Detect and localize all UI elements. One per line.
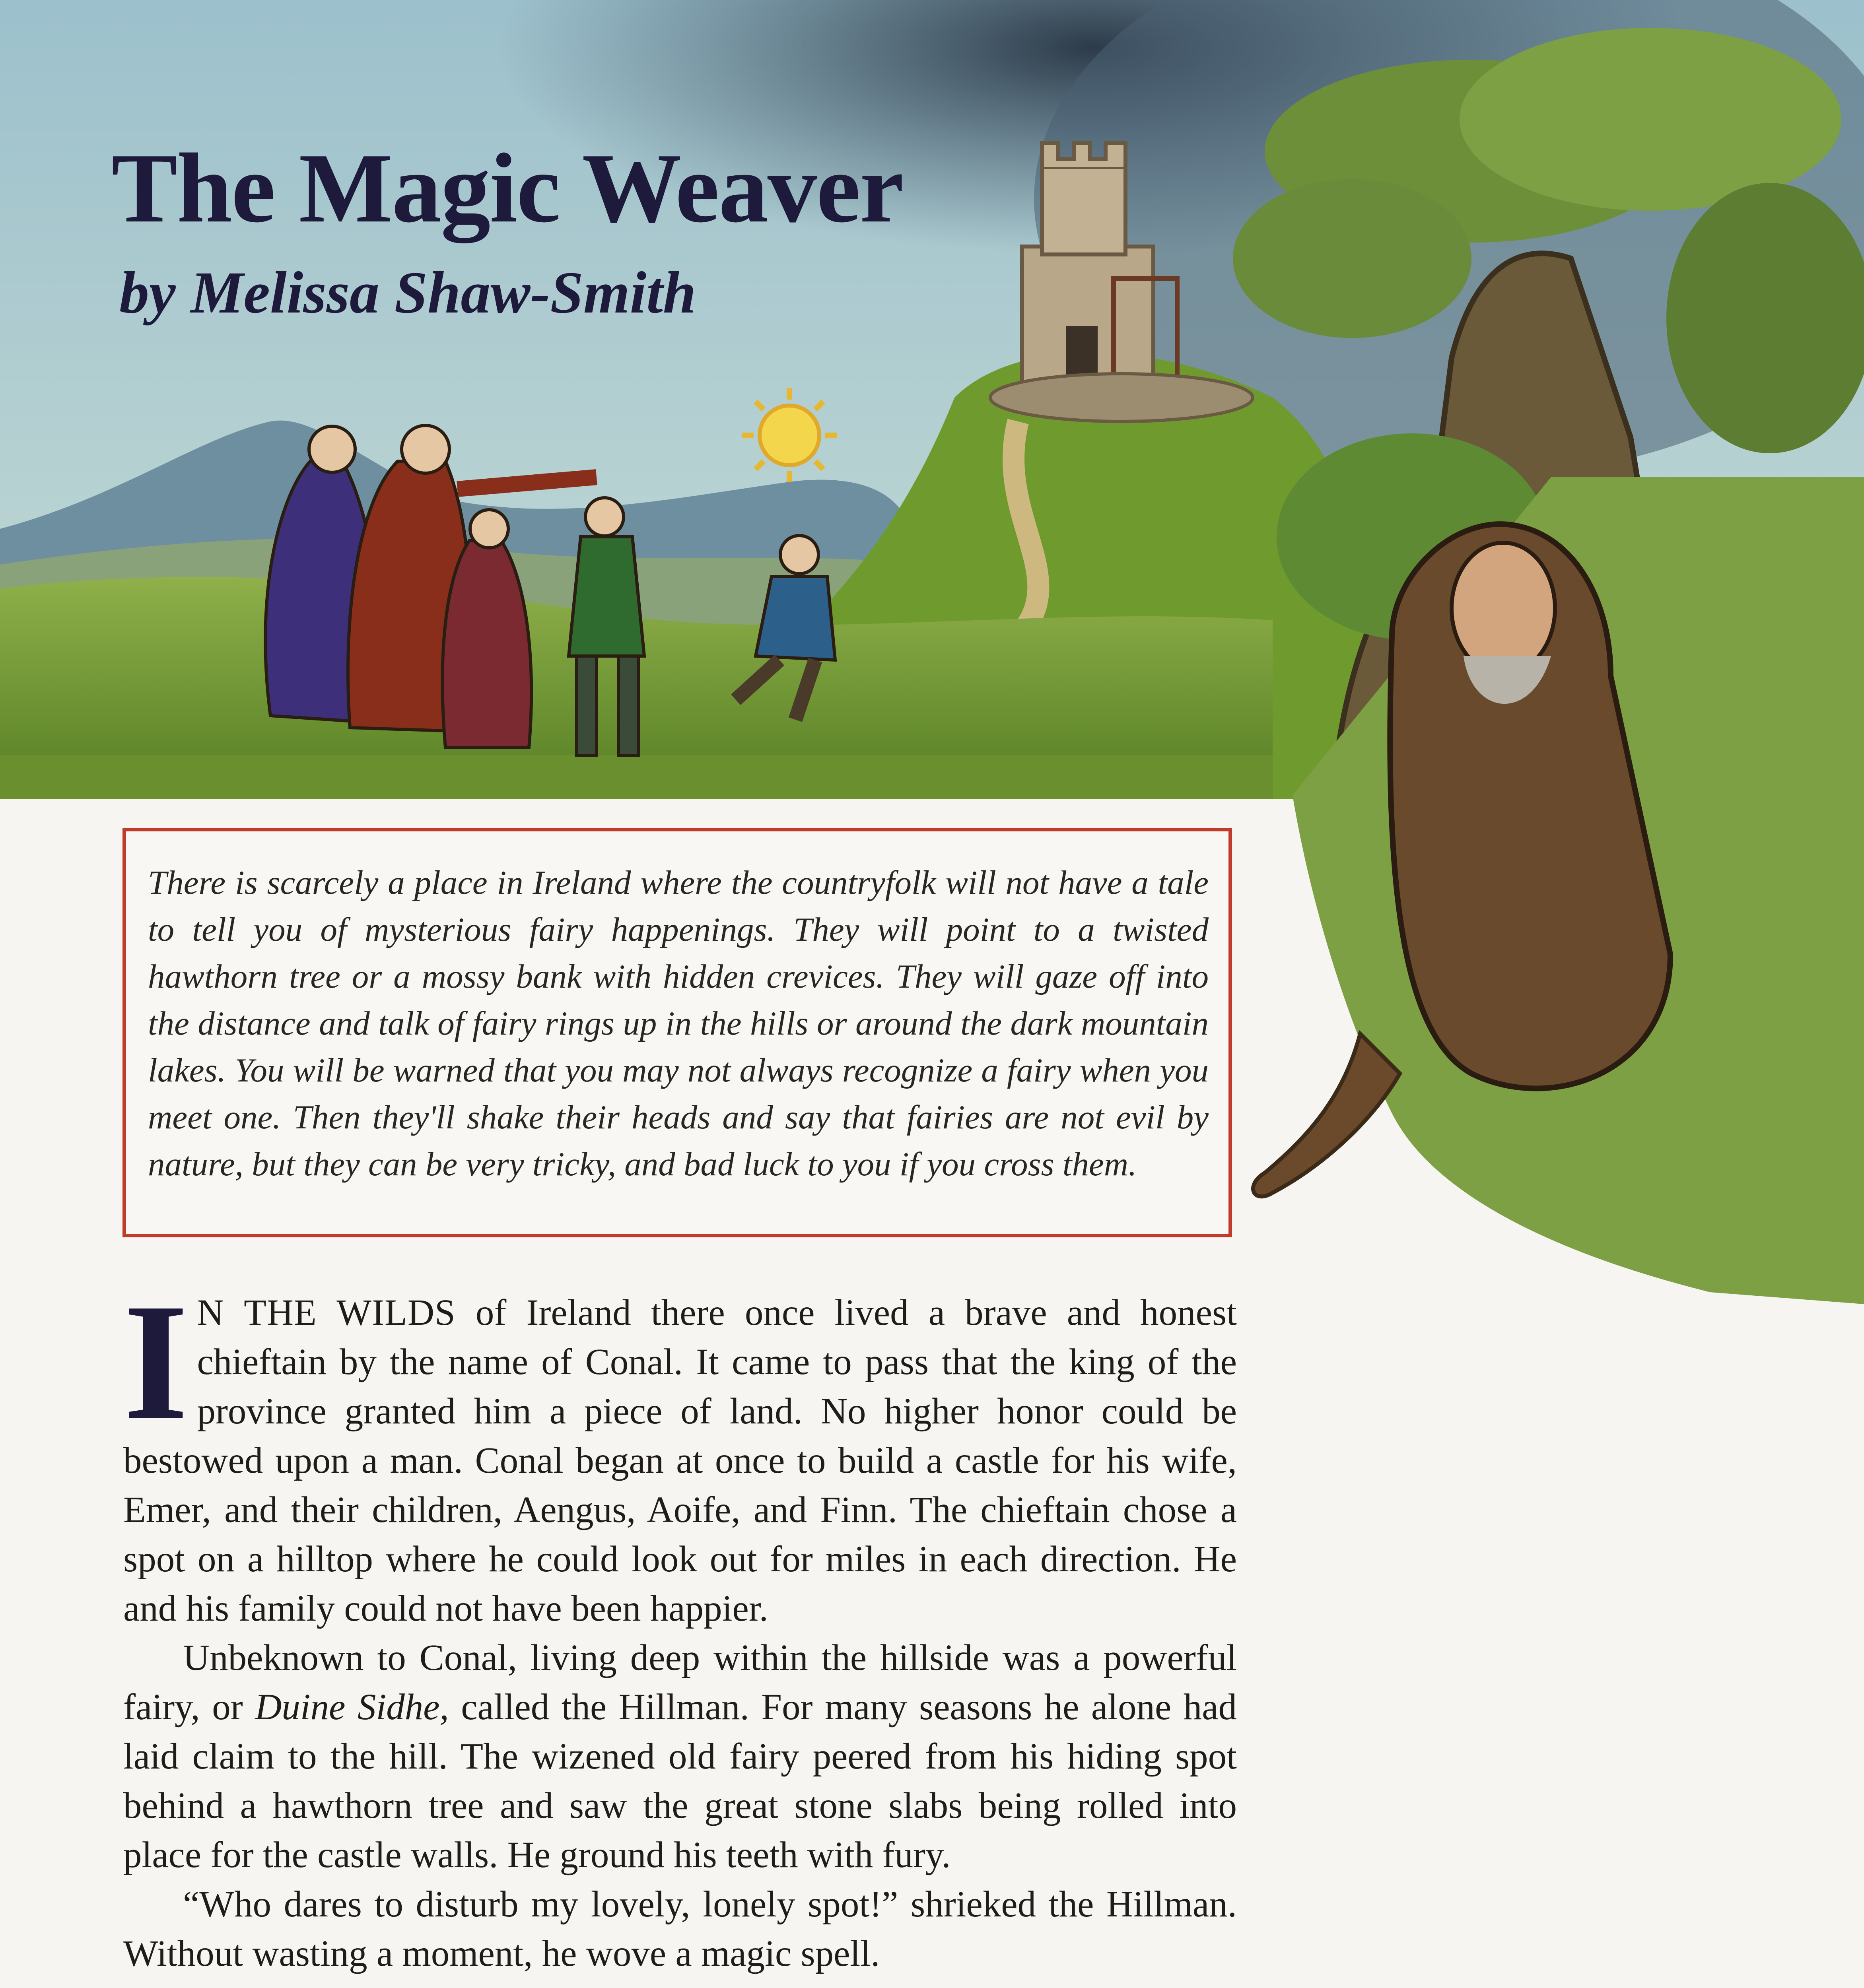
author-byline: by Melissa Shaw-Smith	[119, 260, 696, 326]
paragraph-2-text-a: Unbeknown to Conal, living deep within the hillside was a powerful fairy, or	[123, 1637, 1237, 1728]
paragraph-2-text-b: called the Hillman. For many seasons he alone had laid claim to the hill. The wizened old fairy peered from his hiding spot behind a hawthorn tree and saw the great stone slabs being rolled into place for the castle walls. He ground his teeth with fury.	[123, 1687, 1237, 1875]
drop-cap: I	[123, 1269, 189, 1454]
lead-in-caps: N THE WILDS	[197, 1292, 456, 1333]
story-paragraph-3: “Who dares to disturb my lovely, lonely spot!” shrieked the Hillman. Without wasting a moment, he wove a magic spell.	[123, 1884, 1237, 1974]
intro-text: There is scarcely a place in Ireland where the countryfolk will not have a tale to tell you of mysterious fairy happenings. They will point to a twisted hawthorn tree or a mossy bank with hidden crevices. They will gaze off into the distance and talk of fairy rings up in the hills or around the dark mountain lakes. You will be warned that you may not always recognize a fairy when you meet one. Then they'll shake their heads and say that fairies are not evil by nature, but they can be very tricky, and bad luck to you if you cross them.	[148, 864, 1209, 1183]
story-paragraph-2	[123, 1633, 1237, 1880]
intro-box	[122, 828, 1232, 1237]
duine-sidhe-term: Duine Sidhe,	[255, 1687, 449, 1728]
paragraph-1-text: of Ireland there once lived a brave and honest chieftain by the name of Conal. It came to pass that the king of the province granted him a piece of land. No higher honor could be bestowed upon a man. Conal began at once to build a castle for his wife, Emer, and their children, Aengus, Aoife, and Finn. The chieftain chose a spot on a hilltop where he could look out for miles in each direction. He and his family could not have been happier.	[123, 1292, 1237, 1629]
page-title: The Magic Weaver	[111, 133, 903, 243]
story-body	[123, 1269, 1237, 1978]
story-paragraph-1	[123, 1269, 1237, 1633]
